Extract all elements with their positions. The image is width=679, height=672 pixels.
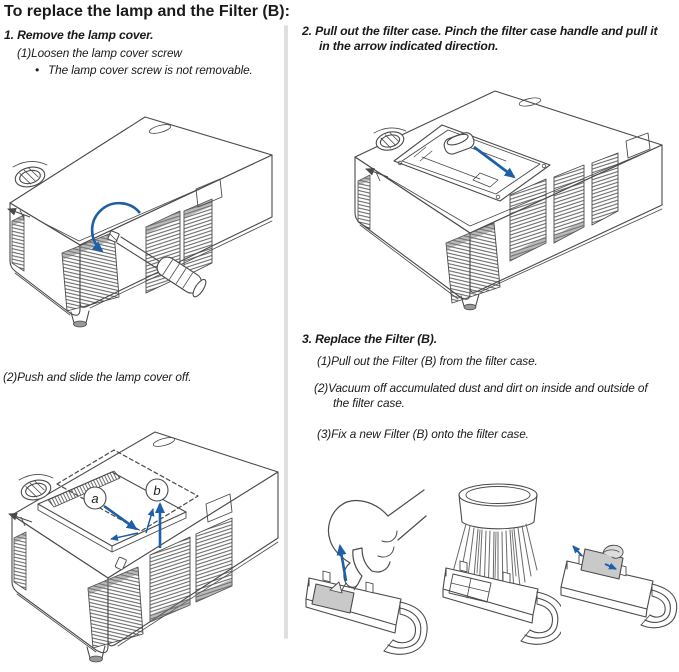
step1-note-text: The lamp cover screw is not removable. [48, 63, 253, 77]
page-title: To replace the lamp and the Filter (B): [4, 3, 290, 20]
figure-fix-new-filter [555, 517, 679, 649]
step1-note [35, 63, 253, 77]
step3-substep2-line2: the filter case. [333, 396, 405, 410]
step3-substep3: (3)Fix a new Filter (B) onto the filter case. [317, 427, 529, 441]
label-a [84, 487, 106, 509]
figure-pull-out-filter-case [330, 85, 679, 330]
step3-substep2-line1: (2)Vacuum off accumulated dust and dirt on inside and outside of [314, 381, 648, 395]
step2-heading-line1: 2. Pull out the filter case. Pinch the filter case handle and pull it [302, 24, 658, 38]
step1-heading: 1. Remove the lamp cover. [4, 28, 154, 42]
figure-vacuum-filter-case [436, 478, 561, 670]
vacuum-brush-icon [459, 484, 537, 529]
svg-text:b: b [153, 483, 161, 498]
column-divider [284, 25, 288, 639]
bullet: • [35, 63, 40, 77]
hook-arrow [573, 546, 582, 556]
step3-substep1: (1)Pull out the Filter (B) from the filter case. [317, 354, 538, 368]
label-b [146, 479, 168, 501]
step1-substep2: (2)Push and slide the lamp cover off. [3, 370, 192, 384]
filter-case-tray [306, 571, 427, 654]
step2-heading-line2: in the arrow indicated direction. [319, 39, 499, 53]
filter-case-tray [443, 561, 561, 644]
figure-pull-out-filter-hand [296, 486, 428, 671]
figure-loosen-lamp-cover-screw [0, 105, 283, 350]
step1-substep1: (1)Loosen the lamp cover screw [17, 46, 182, 60]
svg-text:a: a [91, 491, 99, 506]
step3-heading: 3. Replace the Filter (B). [302, 332, 437, 346]
hand-icon [328, 490, 426, 590]
figure-slide-lamp-cover-off [0, 420, 283, 670]
